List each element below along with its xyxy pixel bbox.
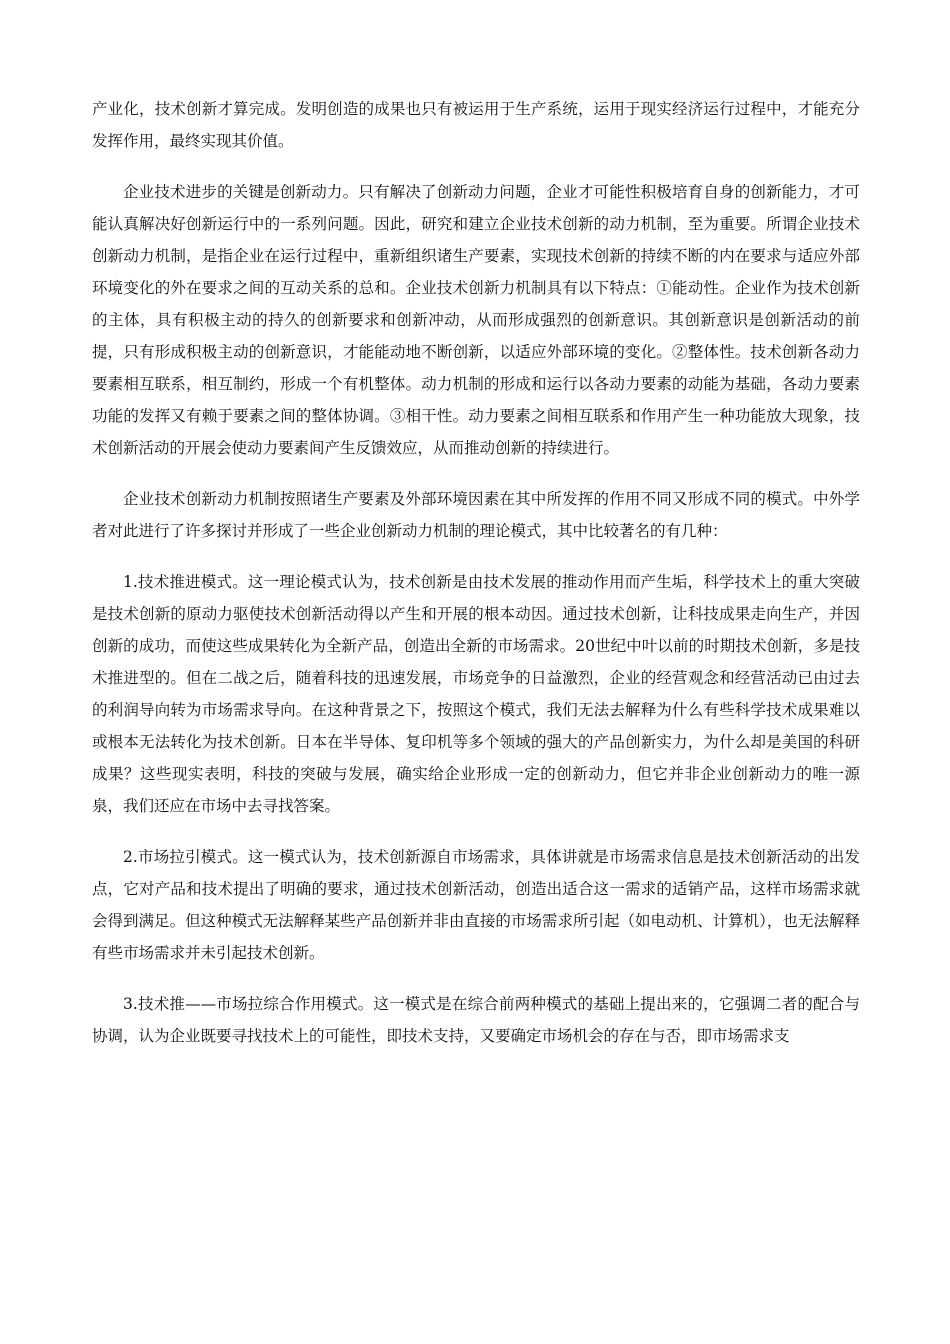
paragraph-combined-model: 3.技术推——市场拉综合作用模式。这一模式是在综合前两种模式的基础上提出来的，它强调二者的配合与协调，认为企业既要寻找技术上的可能性，即技术支持，又要确定市场机会的存在与否，即市场需求支 xyxy=(92,995,860,1045)
paragraph-models-intro: 企业技术创新动力机制按照诸生产要素及外部环境因素在其中所发挥的作用不同又形成不同的模式。中外学者对此进行了许多探讨并形成了一些企业创新动力机制的理论模式，其中比较著名的有几种： xyxy=(92,490,860,540)
document-page xyxy=(92,93,860,1071)
paragraph-market-pull-model: 2.市场拉引模式。这一模式认为，技术创新源自市场需求，具体讲就是市场需求信息是技术创新活动的出发点，它对产品和技术提出了明确的要求，通过技术创新活动，创造出适合这一需求的适销产品，这样市场需求就会得到满足。但这种模式无法解释某些产品创新并非由直接的市场需求所引起（如电动机、计算机），也无法解释有些市场需求并未引起技术创新。 xyxy=(92,848,860,962)
paragraph-continuation: 产业化，技术创新才算完成。发明创造的成果也只有被运用于生产系统，运用于现实经济运行过程中，才能充分发挥作用，最终实现其价值。 xyxy=(92,100,860,150)
paragraph-technology-push-model: 1.技术推进模式。这一理论模式认为，技术创新是由技术发展的推动作用而产生垢，科学技术上的重大突破是技术创新的原动力驱使技术创新活动得以产生和开展的根本动因。通过技术创新，让科技成果走向生产，并因创新的成功，而使这些成果转化为全新产品，创造出全新的市场需求。20世纪中叶以前的时期技术创新，多是技术推进型的。但在二战之后，随着科技的迅速发展，市场竞争的日益激烈，企业的经营观念和经营活动已由过去的利润导向转为市场需求导向。在这种背景之下，按照这个模式，我们无法去解释为什么有些科学技术成果难以或根本无法转化为技术创新。日本在半导体、复印机等多个领域的强大的产品创新实力，为什么却是美国的科研成果？这些现实表明，科技的突破与发展，确实给企业形成一定的创新动力，但它并非企业创新动力的唯一源泉，我们还应在市场中去寻找答案。 xyxy=(92,573,860,815)
paragraph-dynamic-mechanism: 企业技术进步的关键是创新动力。只有解决了创新动力问题，企业才可能性积极培育自身的创新能力，才可能认真解决好创新运行中的一系列问题。因此，研究和建立企业技术创新的动力机制，至为重要。所谓企业技术创新动力机制，是指企业在运行过程中，重新组织诸生产要素，实现技术创新的持续不断的内在要求与适应外部环境变化的外在要求之间的互动关系的总和。企业技术创新力机制具有以下特点：①能动性。企业作为技术创新的主体，具有积极主动的持久的创新要求和创新冲动，从而形成强烈的创新意识。其创新意识是创新活动的前提，只有形成积极主动的创新意识，才能能动地不断创新，以适应外部环境的变化。②整体性。技术创新各动力要素相互联系，相互制约，形成一个有机整体。动力机制的形成和运行以各动力要素的动能为基础，各动力要素功能的发挥又有赖于要素之间的整体协调。③相干性。动力要素之间相互联系和作用产生一种功能放大现象，技术创新活动的开展会使动力要素间产生反馈效应，从而推动创新的持续进行。 xyxy=(92,183,860,457)
